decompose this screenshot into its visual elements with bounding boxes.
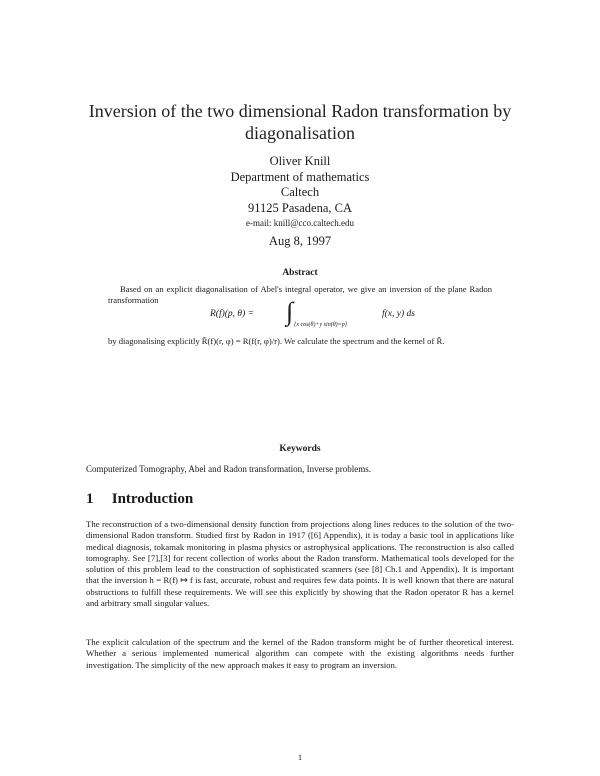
author-block xyxy=(150,154,450,230)
author-department: Department of mathematics xyxy=(230,169,370,184)
formula-lhs: R(f)(p, θ) = xyxy=(210,309,255,319)
abstract-text: Based on an explicit diagonalisation of Abel's integral operator, we give an inversion of the plane Radon transformation xyxy=(108,284,492,305)
formula-domain: {x cos(θ)+y sin(θ)=p} xyxy=(294,322,348,328)
abstract-text-after: by diagonalising explicitly R̃(f)(r, φ) = R(f(r, φ)/r). We calculate the spectrum and the kernel of R̃. xyxy=(108,336,445,346)
section-heading xyxy=(86,491,193,508)
intro-paragraph-2: The explicit calculation of the spectrum and the kernel of the Radon transform might be of further theoretical interest. Whether a serious implemented numerical algorithm can compete with the existing algorithms needs further investigation. The simplicity of the new approach makes it easy to program an inversion. xyxy=(86,637,514,670)
radon-formula xyxy=(210,297,415,333)
paper-date: Aug 8, 1997 xyxy=(268,234,332,248)
author-address: 91125 Pasadena, CA xyxy=(247,200,353,215)
integral-sign: ∫ xyxy=(286,297,294,326)
keywords-heading: Keywords xyxy=(279,444,321,454)
author-email: e-mail: knill@cco.caltech.edu xyxy=(246,218,354,228)
section-title: Introduction xyxy=(111,491,194,507)
section-number: 1 xyxy=(86,491,94,507)
page-number: 1 xyxy=(297,752,303,762)
intro-paragraph-1: The reconstruction of a two-dimensional density function from projections along lines reduces to the solution of the two-dimensional Radon transform. Studied first by Radon in 1917 ([6] Appendix), it is today a basic tool in applications like medical diagnosis, tokamak monitoring in plasma physics or astrophysical applications. The reconstruction is also called tomography. See [7],[3] for recent collection of works about the Radon transform. Mathematical tools developed for the solution of this problem lead to the construction of sophisticated scanners (see [8] Ch.1 and Appendix). It is important that the inversion h = R(f) ↦ f is fast, accurate, robust and requires few data points. It is well known that there are natural obstructions to fulfill these requirements. We will see this explicitly by showing that the Radon operator R has a kernel and arbitrary small singular values. xyxy=(86,519,514,609)
abstract-heading: Abstract xyxy=(282,268,318,278)
formula-rhs: f(x, y) ds xyxy=(382,309,415,319)
author-name: Oliver Knill xyxy=(269,154,331,168)
author-institution: Caltech xyxy=(280,185,320,199)
keywords-text: Computerized Tomography, Abel and Radon transformation, Inverse problems. xyxy=(86,464,372,474)
paper-title: Inversion of the two dimensional Radon transformation by diagonalisation xyxy=(88,101,512,143)
